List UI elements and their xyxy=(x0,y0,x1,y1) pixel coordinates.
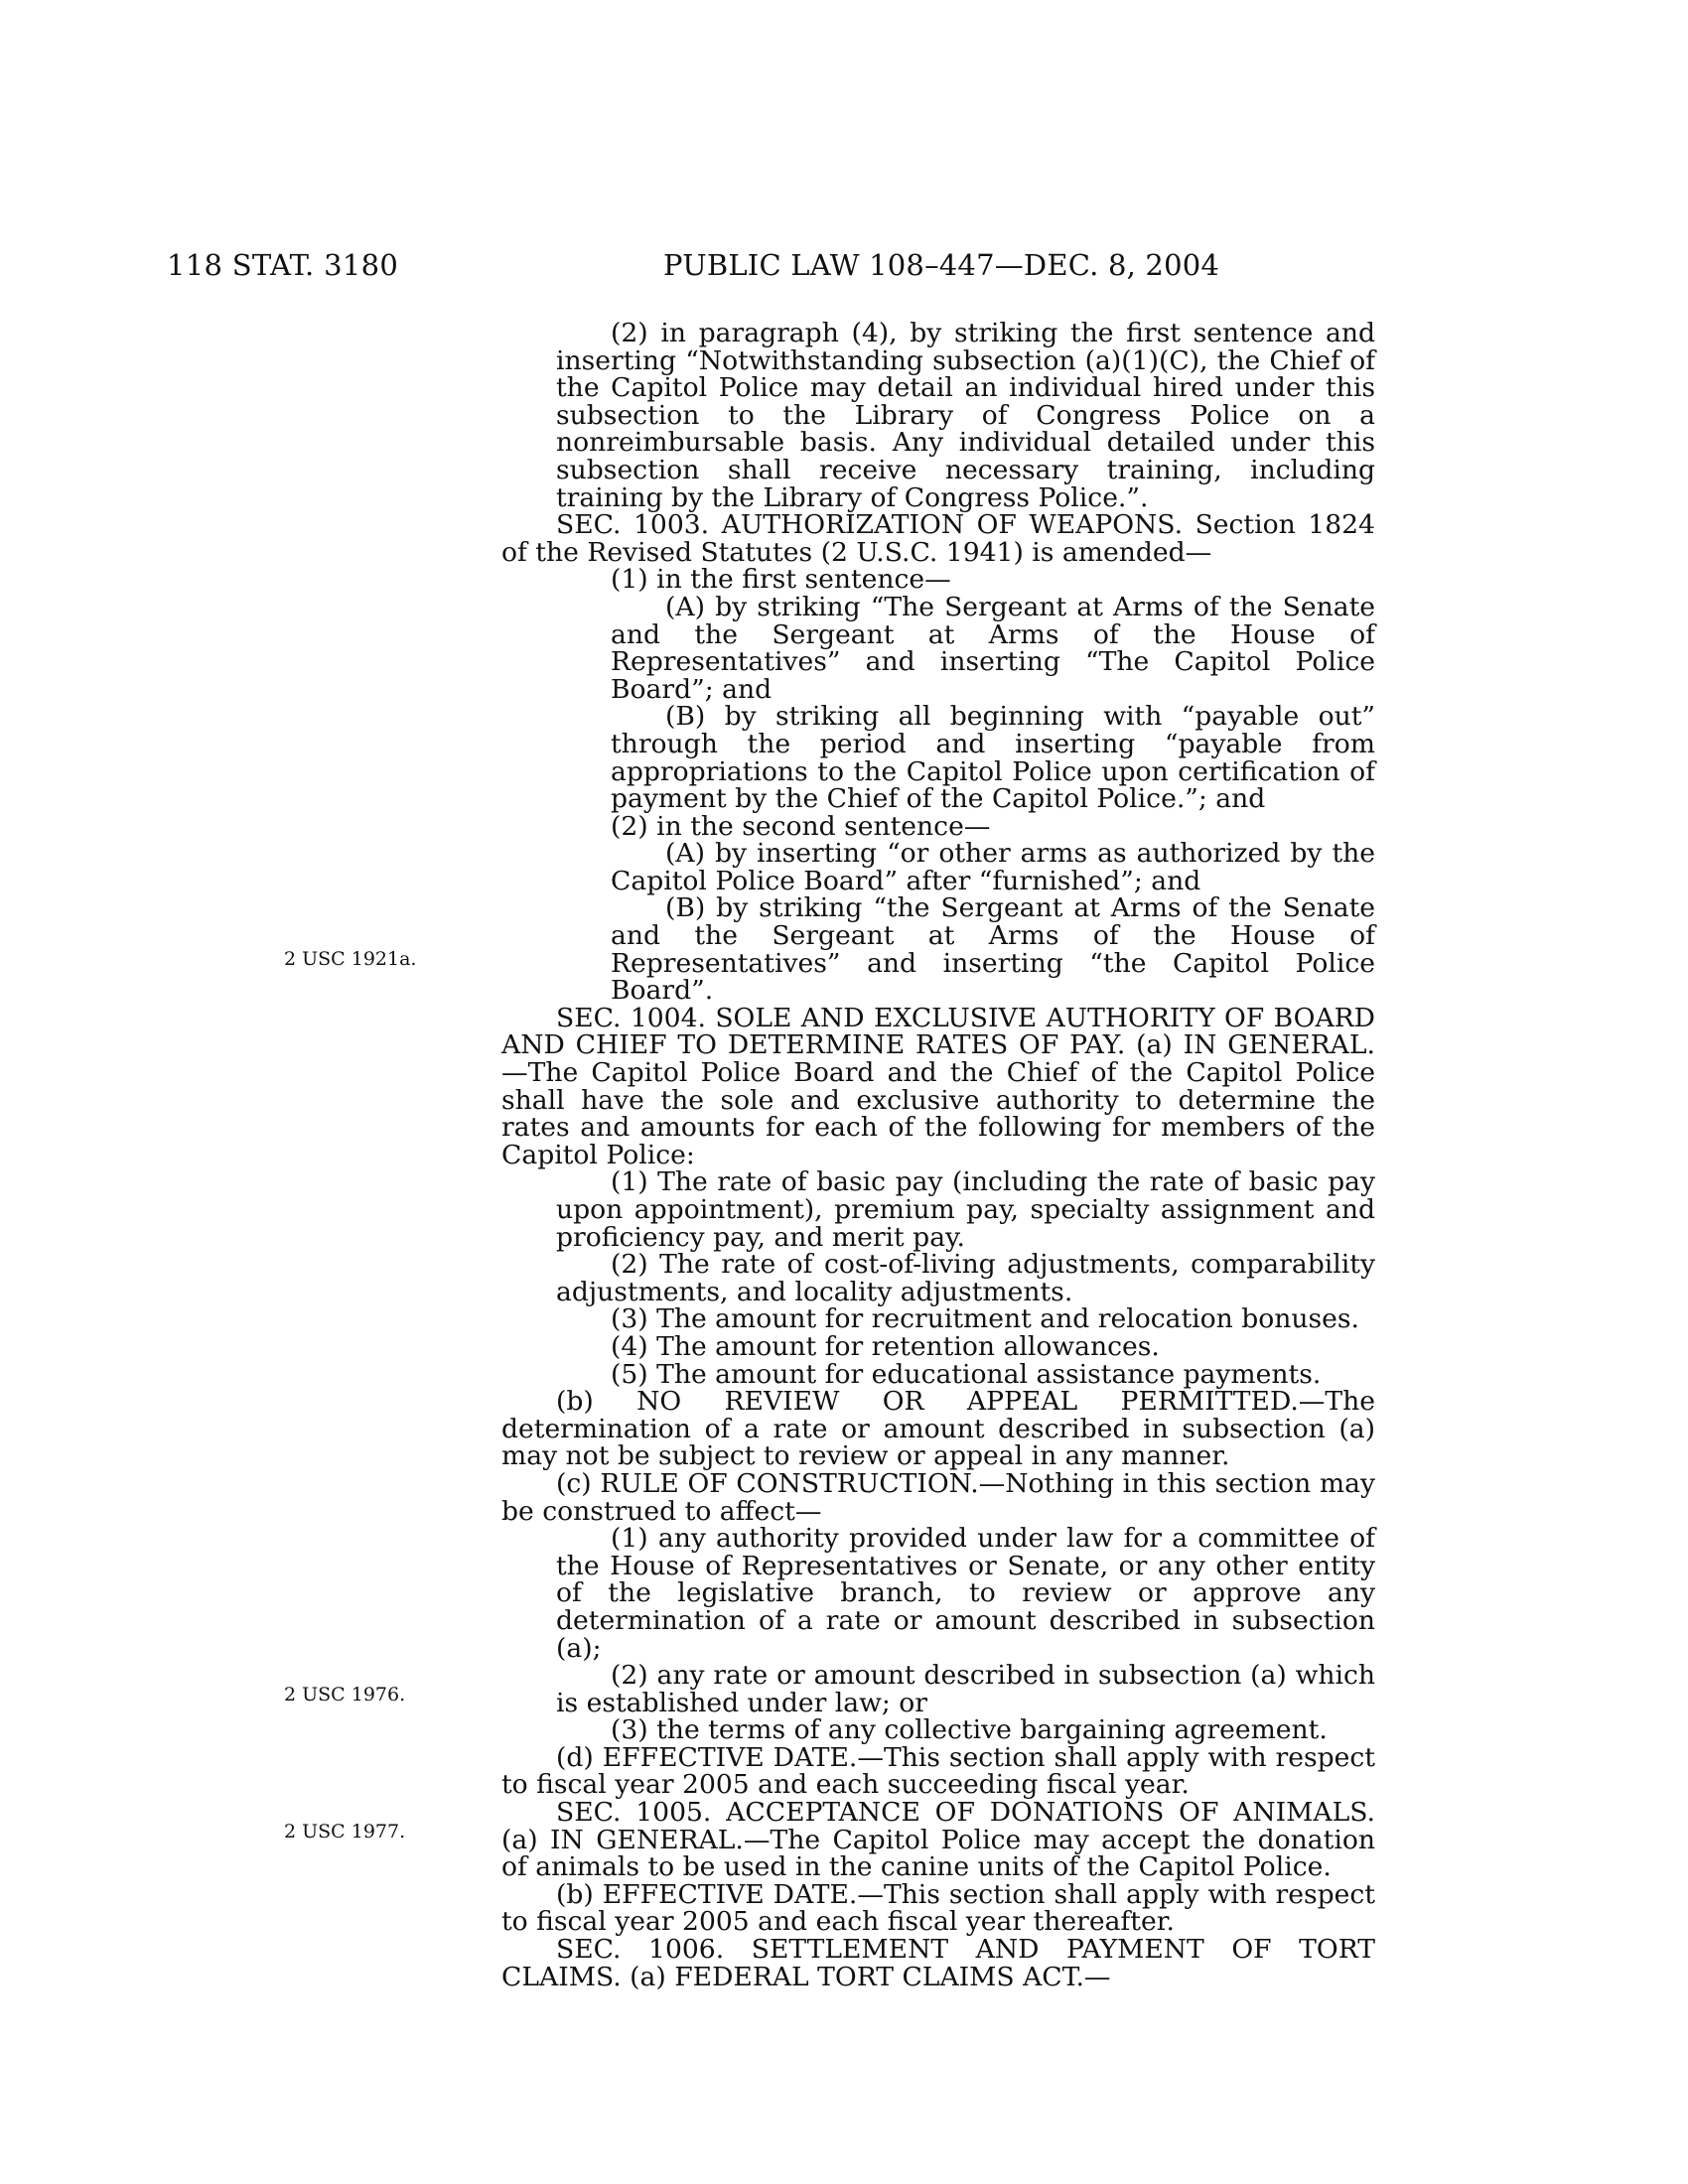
section-number: SEC. 1004. xyxy=(556,1002,706,1033)
subsection-heading: NO REVIEW OR APPEAL PERMITTED. xyxy=(636,1386,1299,1418)
section-text: —The Capitol Police may accept the donation of animals to be used in the canine units of the Capitol Police. xyxy=(501,1824,1375,1883)
section-text: — xyxy=(1083,1961,1111,1992)
list-item: (3) the terms of any collective bargaining agreement. xyxy=(611,1714,1328,1746)
subsection-text: —This section shall apply with respect to fiscal year 2005 and each succeeding fiscal year. xyxy=(501,1741,1375,1801)
margin-note-usc-1977: 2 USC 1977. xyxy=(284,1821,406,1843)
margin-note-usc-1976: 2 USC 1976. xyxy=(284,1684,406,1706)
section-heading: ACCEPTANCE OF DONATIONS OF ANIMALS. xyxy=(726,1797,1375,1829)
list-item: (1) any authority provided under law for a committee of the House of Representatives or Senate, or any other entity of the legislative branch, to review or approve any determination of a rate or amount described in subsection (a); xyxy=(556,1523,1375,1664)
list-item: (B) by striking all beginning with “payable out” through the period and inserting “payable from appropriations to the Capitol Police upon certification of payment by the Chief of the Capitol Police.”; and xyxy=(611,701,1375,815)
section-1003 xyxy=(501,511,1375,566)
list-item: (2) The rate of cost-of-living adjustments, comparability adjustments, and locality adjustments. xyxy=(556,1249,1375,1307)
subsection-b-effective-date xyxy=(501,1878,1375,1938)
list-item: (A) by striking “The Sergeant at Arms of the Senate and the Sergeant at Arms of the House of Representatives” and inserting “The Capitol Police Board”; and xyxy=(611,591,1375,705)
list-item: (B) by striking “the Sergeant at Arms of the Senate and the Sergeant at Arms of the House of Representatives” and inserting “the Capitol Police Board”. xyxy=(611,892,1375,1007)
subsection-label: (b) xyxy=(556,1386,594,1418)
subsection-c-rule-of-construction xyxy=(501,1467,1375,1527)
subsection-d-effective-date xyxy=(501,1741,1375,1801)
subsection-heading: IN GENERAL. xyxy=(550,1824,744,1855)
paragraph-detail-library-police: (2) in paragraph (4), by striking the first sentence and inserting “Notwithstanding subsection (a)(1)(C), the Chief of the Capitol Police may detail an individual hired under this subsection to the Library of Congress Police on a nonreimbursable basis. Any individual detailed under this subsection shall receive necessary training, including training by the Library of Congress Police.”. xyxy=(556,318,1375,513)
section-number: SEC. 1006. xyxy=(556,1934,725,1966)
list-item: (A) by inserting “or other arms as authorized by the Capitol Police Board” after “furnished”; and xyxy=(611,838,1375,896)
subsection-label: (c) xyxy=(556,1467,592,1499)
section-heading: AUTHORIZATION OF WEAPONS. xyxy=(721,509,1184,541)
section-number: SEC. 1005. xyxy=(556,1797,712,1829)
stat-citation: 118 STAT. 3180 xyxy=(167,248,399,282)
section-heading: SOLE AND EXCLUSIVE AUTHORITY OF BOARD AND CHIEF TO DETERMINE RATES OF PAY. xyxy=(501,1002,1375,1061)
list-item: (2) in the second sentence— xyxy=(611,810,991,842)
subsection-heading: EFFECTIVE DATE. xyxy=(602,1741,858,1773)
list-item: (4) The amount for retention allowances. xyxy=(611,1330,1160,1362)
body-text xyxy=(501,320,1375,1990)
section-heading: SETTLEMENT AND PAYMENT OF TORT CLAIMS. xyxy=(501,1934,1375,1992)
section-1006 xyxy=(501,1936,1375,1990)
subsection-label: (d) xyxy=(556,1741,594,1773)
section-number: SEC. 1003. xyxy=(556,509,710,541)
list-item: (5) The amount for educational assistance payments. xyxy=(611,1358,1322,1390)
subsection-heading: EFFECTIVE DATE. xyxy=(602,1878,858,1910)
subsection-text: —Nothing in this section may be construed to affect— xyxy=(501,1467,1375,1527)
section-1004 xyxy=(501,1002,1375,1170)
subsection-text: —This section shall apply with respect to fiscal year 2005 and each fiscal year thereafter. xyxy=(501,1878,1375,1938)
page-header-title: PUBLIC LAW 108–447—DEC. 8, 2004 xyxy=(663,248,1220,282)
margin-note-usc-1921a: 2 USC 1921a. xyxy=(284,948,417,970)
section-text: —The Capitol Police Board and the Chief of the Capitol Police shall have the sole and exclusive authority to determine the rates and amounts for each of the following for members of the Capitol Police: xyxy=(501,1057,1375,1170)
subsection-label: (a) xyxy=(630,1961,666,1992)
subsection-text: —The determination of a rate or amount described in subsection (a) may not be subject to review or appeal in any manner. xyxy=(501,1386,1375,1472)
subsection-label: (a) xyxy=(1136,1029,1173,1061)
list-item: (1) The rate of basic pay (including the rate of basic pay upon appointment), premium pay, specialty assignment and proficiency pay, and merit pay. xyxy=(556,1166,1375,1253)
subsection-label: (b) xyxy=(556,1878,594,1910)
subsection-heading: RULE OF CONSTRUCTION. xyxy=(600,1467,979,1499)
subsection-b-no-review xyxy=(501,1388,1375,1470)
section-text: Section 1824 of the Revised Statutes (2 U.S.C. 1941) is amended— xyxy=(501,509,1375,568)
subsection-label: (a) xyxy=(501,1824,538,1855)
section-1005 xyxy=(501,1799,1375,1881)
subsection-heading: IN GENERAL. xyxy=(1183,1029,1375,1061)
list-item: (2) any rate or amount described in subsection (a) which is established under law; or xyxy=(556,1660,1375,1718)
list-item: (3) The amount for recruitment and relocation bonuses. xyxy=(611,1303,1360,1335)
subsection-heading: FEDERAL TORT CLAIMS ACT. xyxy=(674,1961,1084,1992)
list-item: (1) in the first sentence— xyxy=(611,564,951,596)
